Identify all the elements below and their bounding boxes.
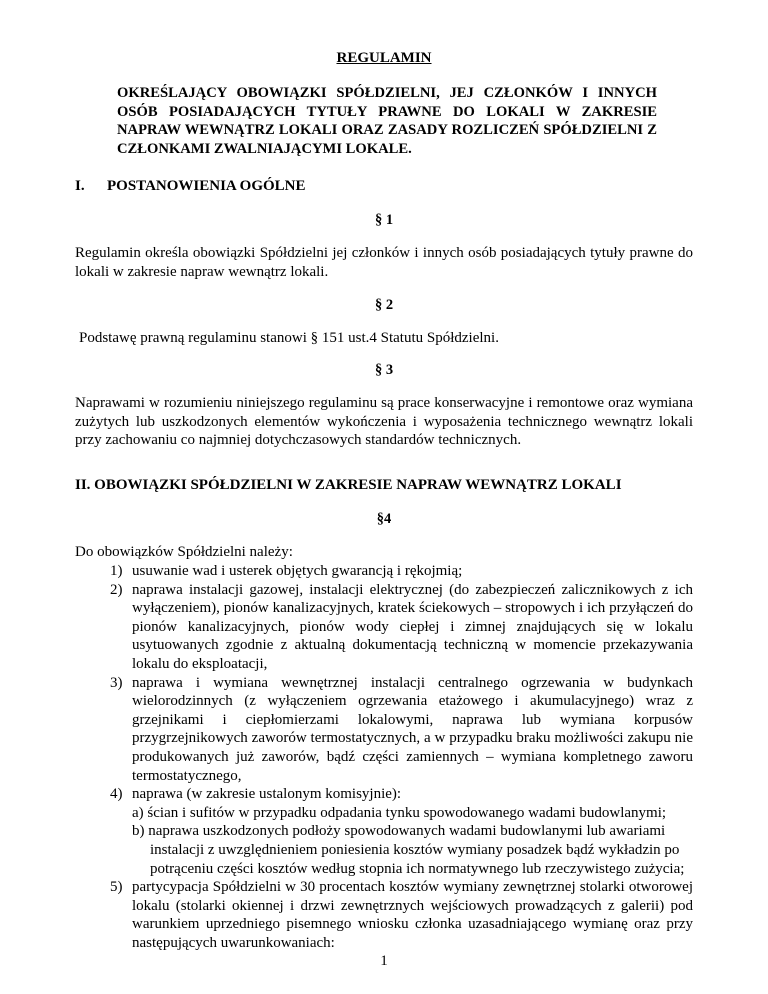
list-item-text: naprawa i wymiana wewnętrznej instalacji centralnego ogrzewania w budynkach wielorodzinnych (z wyłączeniem ogrzewania etażowego i akumulacyjnego) wraz z grzejnikami i ciepłomierzami lokalowymi, naprawa lub wymiana korpusów przygrzejnikowych zaworów termostatycznych, a w przypadku braku możliwości zakupu nie produkowanych już zaworów, bądź części zamiennych – wymiana kompletnego zaworu termostatycznego,	[132, 674, 693, 784]
list-item-number: 2)	[110, 581, 123, 598]
section-1-heading	[75, 178, 306, 195]
section-2-heading: II. OBOWIĄZKI SPÓŁDZIELNI W ZAKRESIE NAPRAW WEWNĄTRZ LOKALI	[75, 477, 622, 493]
section-1-number: I.	[75, 178, 85, 194]
list-item	[110, 878, 693, 952]
page-number: 1	[380, 953, 388, 969]
sub-list-item: b) naprawa uszkodzonych podłoży spowodowanych wadami budowlanymi lub awariami instalacji z uwzględnieniem poniesienia kosztów wymiany posadzek bądź wykładzin po potrąceniu części kosztów według stopnia ich normatywnego lub rzeczywistego zużycia;	[132, 823, 685, 877]
paragraph-4-sign: §4	[376, 511, 392, 527]
section-1-title: POSTANOWIENIA OGÓLNE	[107, 178, 306, 194]
paragraph-2-sign: § 2	[374, 297, 394, 313]
sub-list-item: a) ścian i sufitów w przypadku odpadania tynku spowodowanego wadami budowlanymi;	[132, 804, 667, 821]
paragraph-3-sign: § 3	[374, 362, 394, 378]
paragraph-1-sign: § 1	[374, 212, 394, 228]
document-subtitle: OKREŚLAJĄCY OBOWIĄZKI SPÓŁDZIELNI, JEJ CZŁONKÓW I INNYCH OSÓB POSIADAJĄCYCH TYTUŁY PRAWNE DO LOKALI W ZAKRESIE NAPRAW WEWNĄTRZ LOKALI ORAZ ZASADY ROZLICZEŃ SPÓŁDZIELNI Z CZŁONKAMI ZWALNIAJĄCYMI LOKALE.	[117, 85, 657, 157]
list-item-text: naprawa (w zakresie ustalonym komisyjnie):	[132, 786, 402, 803]
list-item	[110, 562, 693, 581]
obligations-list	[110, 562, 693, 952]
list-item-text: naprawa instalacji gazowej, instalacji elektrycznej (do zabezpieczeń zalicznikowych z ich wyłączeniem), pionów kanalizacyjnych, kratek ściekowych – stropowych i ich przyłączeń do pionów kanalizacyjnych, pionów wody ciepłej i zimnej znajdujących się w lokalu usytuowanych zgodnie z aktualną dokumentacją techniczną w momencie przekazywania lokalu do eksploatacji,	[132, 581, 693, 672]
paragraph-1-text: Regulamin określa obowiązki Spółdzielni jej członków i innych osób posiadających tytuły prawne do lokali w zakresie napraw wewnątrz lokali.	[75, 245, 693, 280]
list-item	[110, 785, 693, 878]
list-item	[110, 581, 693, 674]
paragraph-4-intro: Do obowiązków Spółdzielni należy:	[75, 544, 293, 560]
list-item-number: 4)	[110, 786, 123, 803]
paragraph-3-text: Naprawami w rozumieniu niniejszego regulaminu są prace konserwacyjne i remontowe oraz wymiana zużytych lub uszkodzonych elementów wykończenia i wyposażenia technicznego wewnątrz lokali przy zachowaniu co najmniej dotychczasowych standardów technicznych.	[75, 395, 693, 449]
sub-list	[132, 804, 693, 878]
document-title: REGULAMIN	[336, 50, 432, 66]
list-item-number: 5)	[110, 879, 123, 896]
list-item-number: 3)	[110, 674, 123, 691]
list-item-text: partycypacja Spółdzielni w 30 procentach kosztów wymiany zewnętrznej stolarki otworowej lokalu (stolarki okiennej i drzwi zewnętrznych wejściowych prowadzących z galerii) pod warunkiem uprzedniego pisemnego wniosku członka uzasadniającego wymianę oraz przy następujących uwarunkowaniach:	[132, 879, 693, 951]
paragraph-2-text: Podstawę prawną regulaminu stanowi § 151 ust.4 Statutu Spółdzielni.	[79, 330, 499, 346]
list-item-number: 1)	[110, 563, 123, 579]
list-item-text: usuwanie wad i usterek objętych gwarancją i rękojmią;	[132, 563, 463, 579]
list-item	[110, 674, 693, 786]
